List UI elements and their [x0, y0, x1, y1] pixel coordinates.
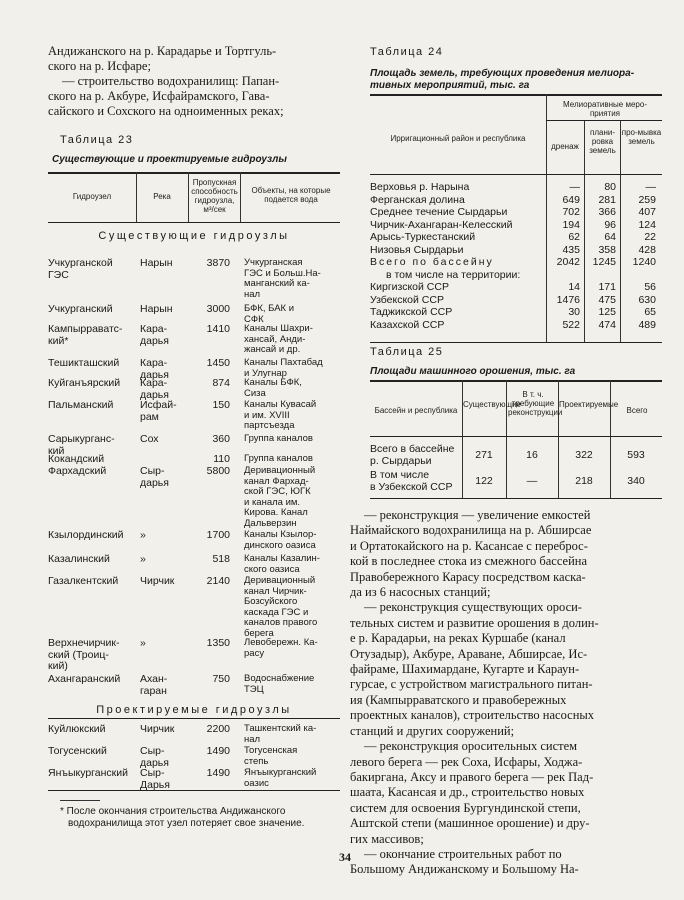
t24-cell-value: 62 — [568, 231, 580, 243]
t23-objects-line: Тогусенская — [244, 745, 298, 756]
table25-title: Площади машинного орошения, тыс. га — [370, 366, 576, 377]
t23-name-line: Верхнечирчик- — [48, 637, 120, 649]
t24-cell-value: 366 — [598, 206, 616, 218]
t23-objects-line: Каналы Пахтабад — [244, 357, 323, 368]
t23-name-line: Сарыкурганс- — [48, 433, 115, 445]
right-body-text — [350, 508, 654, 878]
t23-section-existing: Существующие гидроузлы — [98, 230, 290, 242]
t25-cell-value: 593 — [627, 449, 645, 461]
t24-cell-value: 1240 — [632, 256, 656, 268]
t23-river-line: Сыр- — [140, 767, 165, 779]
intro-line: — строительство водохранилищ: Папан- — [62, 74, 280, 88]
t23-objects-line: каналов правого — [244, 617, 318, 628]
t23-header-river: Река — [153, 192, 171, 201]
t23-cell-objects — [244, 400, 340, 432]
t23-name-line: кий) — [48, 660, 68, 672]
t23-objects-line: Группа каналов — [244, 433, 313, 444]
t25-header-existing: Существующие — [463, 400, 521, 409]
t23-river-line: дарья — [140, 334, 169, 347]
t23-objects-line: Каналы Кувасай — [244, 399, 317, 410]
t23-name-line: Куйлюкский — [48, 723, 106, 735]
t23-river-line: дарья — [140, 756, 169, 769]
t23-header-objects: Объекты, на которые подается вода — [251, 186, 331, 204]
t23-cell-name — [48, 304, 134, 316]
t23-river-line: Кара- — [140, 357, 168, 369]
t23-name-line: кий* — [48, 334, 69, 347]
t23-objects-line: Деривационный — [244, 465, 316, 476]
t24-row-label: Таджикской ССР — [370, 306, 453, 318]
t23-cell-river — [140, 258, 188, 270]
t23-name-line: Казалинский — [48, 553, 110, 565]
t23-name-line: Кзылординский — [48, 529, 124, 541]
intro-line: ского на р. Акбуре, Исфайрамского, Гава- — [48, 89, 270, 103]
body-text-line: Правобережного Карасу посредством каска- — [350, 569, 586, 584]
t25-header-basin: Бассейн и республика — [374, 406, 458, 415]
t23-cell-objects — [244, 746, 340, 767]
t24-row-label: Всего по бассейну — [370, 256, 494, 268]
t24-cell-value: 281 — [598, 193, 616, 206]
t23-river-line: Кара- — [140, 377, 168, 389]
t23-objects-line: Кирова. Канал — [244, 507, 308, 518]
table24 — [370, 94, 662, 344]
body-text-line: — реконструкция оросительных систем — [364, 739, 578, 754]
t23-river-line: рам — [140, 410, 159, 423]
t23-cell-capacity: 360 — [212, 433, 230, 445]
t23-cell-name — [48, 378, 134, 390]
body-text-line: да из 6 насосных станций; — [350, 585, 491, 600]
t23-cell-objects — [244, 258, 340, 300]
t23-cell-capacity: 518 — [212, 553, 230, 565]
t25-cell-value: 322 — [575, 449, 593, 461]
body-text-line: Большому Андижанскому и Большому На- — [350, 862, 579, 877]
t23-objects-line: берега — [244, 627, 274, 639]
t23-objects-line: Группа каналов — [244, 453, 313, 464]
t24-cell-value: 30 — [568, 306, 580, 318]
t25-cell-value: 218 — [575, 475, 593, 487]
t23-objects-line: жансай и др. — [244, 344, 301, 355]
body-text-line: — реконструкция — увеличение емкостей — [364, 508, 591, 522]
t24-cell-value: 428 — [638, 243, 656, 256]
t23-river-line: Чирчик — [140, 723, 175, 735]
t24-row-label: Арысь-Туркестанский — [370, 231, 476, 243]
t23-cell-name — [48, 724, 134, 736]
body-text-line: кой в последнее стока из смежного бассейна — [350, 554, 588, 569]
body-text-line: и Ортатокайского на р. Касансае с переброс- — [350, 538, 588, 553]
left-intro — [48, 44, 338, 119]
t23-cell-name — [48, 466, 134, 478]
t23-name-line: Янъыкурганский — [48, 767, 128, 779]
t24-cell-value: 14 — [568, 281, 580, 293]
t23-cell-objects — [244, 724, 340, 745]
t25-row-label — [370, 444, 462, 467]
t23-cell-objects — [244, 304, 340, 325]
t25-cell-value: 122 — [475, 475, 493, 487]
t23-river-line: Кара- — [140, 323, 168, 335]
t24-header-washing: про-мывка земель — [621, 128, 662, 146]
t24-cell-value: 56 — [644, 281, 656, 293]
t24-row-label: Низовья Сырдарьи — [370, 243, 464, 256]
t23-cell-objects — [244, 378, 340, 399]
t24-row-label: Чирчик-Ахангаран-Келесский — [370, 218, 513, 231]
t24-row-label: Узбекской ССР — [370, 293, 444, 306]
t23-cell-river — [140, 576, 188, 588]
t23-cell-objects — [244, 530, 340, 551]
t24-row-label: Киргизской ССР — [370, 281, 449, 293]
t23-name-line: Газалкентский — [48, 575, 119, 587]
t23-objects-line: оазис — [244, 777, 269, 789]
table24-title-line: Площадь земель, требующих проведения мелиора- — [370, 68, 635, 79]
t25-header-total: Всего — [626, 406, 648, 415]
t23-objects-line: Ташкентский ка- — [244, 723, 317, 734]
body-text-line: бакиргана, Аксу и правого берега — рек Пад- — [350, 769, 594, 784]
t23-name-line: Учкурганской — [48, 257, 113, 269]
t23-river-line: Сыр- — [140, 465, 165, 477]
t23-cell-objects — [244, 324, 340, 356]
body-text-line: Отузадыр), Акбуре, Араване, Абширсае, Ис- — [350, 646, 588, 661]
t24-row-label: Ферганская долина — [370, 193, 465, 206]
t23-objects-line: и им. XVIII — [244, 409, 290, 421]
t23-objects-line: хансай, Анди- — [244, 333, 306, 345]
t23-cell-objects — [244, 434, 340, 445]
t23-objects-line: Бозсуйского — [244, 596, 298, 607]
t23-objects-line: Каналы Шахри- — [244, 323, 313, 334]
t23-cell-river — [140, 400, 188, 423]
t23-cell-capacity: 874 — [212, 377, 230, 389]
t23-objects-line: нал — [244, 288, 261, 300]
t23-name-line: ский (Троиц- — [48, 648, 109, 661]
t23-cell-river — [140, 724, 188, 736]
t23-river-line: Сох — [140, 433, 159, 445]
t24-cell-value: 475 — [598, 293, 616, 306]
t23-cell-objects — [244, 358, 340, 379]
t24-cell-value: 407 — [638, 206, 656, 218]
t23-name-line: кий — [48, 444, 65, 457]
t23-river-line: » — [140, 637, 146, 649]
t25-cell-value: 340 — [627, 475, 645, 487]
t24-row-label: Верховья р. Нарына — [370, 181, 470, 193]
t23-objects-line: динского оазиса — [244, 539, 316, 551]
t24-cell-value: — — [645, 181, 656, 193]
t24-cell-value: 1476 — [556, 293, 580, 306]
body-text-line: шаата, Касансая и др., строительство новых — [350, 785, 585, 800]
t23-river-line: гаран — [140, 684, 167, 697]
t23-cell-river — [140, 638, 188, 650]
body-text-line: — реконструкция существующих ороси- — [364, 600, 582, 615]
t23-objects-line: расу — [244, 647, 265, 659]
body-text-line: гих массивов; — [350, 831, 424, 846]
t23-objects-line: каскада ГЭС и — [244, 606, 309, 618]
body-text-line: проектных каналов), строительство насосных — [350, 708, 595, 723]
t23-cell-name — [48, 768, 134, 780]
t23-cell-river — [140, 378, 188, 401]
t23-cell-objects — [244, 638, 340, 659]
t23-cell-river — [140, 304, 188, 316]
t23-cell-river — [140, 530, 188, 542]
t23-objects-line: канал Чирчик- — [244, 585, 307, 597]
t24-cell-value: 474 — [598, 318, 616, 331]
t23-name-line: Фархадский — [48, 465, 107, 477]
t24-cell-value: 489 — [638, 318, 656, 331]
t23-cell-capacity: 1700 — [206, 529, 230, 541]
t23-river-line: дарья — [140, 368, 169, 381]
t23-name-line: Куйганъярский — [48, 377, 121, 389]
t24-header-group: Мелиоративные меро-приятия — [563, 100, 647, 118]
t23-name-line: ГЭС — [48, 268, 69, 281]
t25-cell-value: 16 — [526, 449, 538, 461]
t23-objects-line: и канала им. — [244, 496, 301, 508]
table25-caption: Таблица 25 — [370, 346, 444, 358]
page-number: 34 — [339, 850, 351, 864]
t23-cell-objects — [244, 576, 340, 639]
t23-cell-name — [48, 554, 134, 566]
t24-cell-value: 80 — [604, 181, 616, 193]
t23-cell-name — [48, 358, 134, 370]
t24-cell-value: 522 — [562, 318, 580, 331]
t23-name-line: Кокандский — [48, 453, 105, 465]
t23-cell-objects — [244, 554, 340, 575]
table23-title: Существующие и проектируемые гидроузлы — [52, 154, 287, 165]
t24-cell-value: — — [569, 181, 580, 193]
t23-cell-name — [48, 576, 134, 588]
t23-cell-name — [48, 324, 134, 347]
t23-cell-capacity: 3870 — [206, 257, 230, 269]
table24-title — [370, 68, 660, 92]
t23-cell-capacity: 1450 — [206, 357, 230, 369]
body-text-line: Аштской степи (машинное орошение) и дру- — [350, 816, 590, 831]
t24-header-leveling: плани-ровка земель — [589, 128, 616, 155]
t23-cell-capacity: 110 — [213, 453, 230, 465]
t23-name-line: Кампырраватс- — [48, 323, 123, 335]
t23-cell-capacity: 3000 — [206, 303, 230, 315]
t25-label-line: Всего в бассейне — [370, 443, 455, 455]
t23-river-line: » — [140, 553, 146, 565]
table24-title-line: тивных мероприятий, тыс. га — [370, 80, 530, 91]
table24-caption: Таблица 24 — [370, 46, 444, 58]
t23-name-line: Ахангаранский — [48, 673, 121, 685]
t23-cell-objects — [244, 768, 340, 789]
t23-cell-capacity: 5800 — [206, 465, 230, 477]
table23-caption: Таблица 23 — [60, 134, 134, 146]
t23-cell-capacity: 1490 — [206, 745, 230, 757]
t23-objects-line: Деривационный — [244, 575, 316, 586]
t23-objects-line: нал — [244, 733, 261, 745]
body-text-line: станций и других сооружений; — [350, 723, 515, 738]
t23-objects-line: Водоснабжение — [244, 673, 315, 684]
t23-river-line: Сыр- — [140, 745, 165, 757]
t23-cell-capacity: 750 — [212, 673, 230, 685]
body-text-line: Наймайского водохранилища на р. Абширсае — [350, 523, 592, 538]
t23-river-line: Нарын — [140, 257, 173, 269]
t23-header-node: Гидроузел — [72, 192, 112, 201]
t23-cell-name — [48, 258, 134, 281]
t23-cell-capacity: 1490 — [206, 767, 230, 779]
t24-cell-value: 125 — [598, 306, 616, 318]
t23-cell-name — [48, 674, 134, 686]
t23-objects-line: Каналы Казалин- — [244, 553, 320, 564]
t23-river-line: дарья — [140, 388, 169, 401]
footnote-line: * После окончания строительства Андижанского — [60, 806, 286, 817]
t23-cell-capacity: 2140 — [206, 575, 230, 587]
t23-cell-name — [48, 454, 134, 466]
t23-objects-line: Сиза — [244, 387, 266, 399]
t23-objects-line: ГЭС и Больш.На- — [244, 267, 321, 279]
t24-cell-value: 649 — [562, 193, 580, 206]
t23-cell-objects — [244, 466, 340, 529]
t23-objects-line: ской ГЭС, ЮГК — [244, 486, 311, 497]
t23-cell-name — [48, 400, 134, 412]
t25-label-line: р. Сырдарьи — [370, 454, 432, 467]
body-text-line: е р. Карадарьи, на реках Куршабе (канал — [350, 631, 566, 646]
t24-header-region: Ирригационный район и республика — [390, 134, 526, 143]
intro-line: Андижанского на р. Карадарье и Тортгуль- — [48, 44, 277, 58]
t25-header-reconstruction: В т. ч. требующие реконструкции — [508, 390, 563, 417]
t23-section-planned: Проектируемые гидроузлы — [96, 704, 292, 716]
t23-cell-capacity: 150 — [212, 399, 230, 411]
t23-objects-line: манганский ка- — [244, 278, 310, 289]
t24-cell-value: 2042 — [556, 256, 580, 268]
body-text-line: систем для освоения Бургундинской степи, — [350, 800, 581, 815]
t23-name-line: Пальманский — [48, 399, 114, 411]
t23-objects-line: БФК, БАК и — [244, 303, 295, 314]
t23-river-line: Ахан- — [140, 673, 168, 685]
t23-objects-line: и Улугнар — [244, 367, 287, 379]
t23-cell-capacity: 2200 — [206, 723, 230, 735]
t25-label-line: в Узбекской ССР — [370, 480, 453, 493]
body-text-line: файраме, Шахимардане, Кугарте и Караун- — [350, 662, 580, 677]
t24-cell-value: 702 — [562, 206, 580, 218]
t24-cell-value: 194 — [562, 218, 580, 231]
t24-row-label: Казахской ССР — [370, 318, 445, 331]
t23-river-line: Дарья — [140, 778, 170, 791]
t23-cell-river — [140, 674, 188, 697]
t23-river-line: Исфай- — [140, 399, 177, 411]
t23-cell-river — [140, 466, 188, 489]
body-text-line: ия (Кампырраватского и правобережных — [350, 692, 567, 707]
t24-header-drainage: дренаж — [551, 142, 579, 151]
body-text-line: левого берега — рек Соха, Исфары, Ходжа- — [350, 754, 583, 769]
t23-cell-name — [48, 746, 134, 758]
t23-objects-line: Каналы БФК, — [244, 377, 302, 388]
t23-cell-river — [140, 434, 188, 446]
t25-header-planned: Проектируемые — [559, 400, 619, 409]
t24-cell-value: 22 — [644, 231, 656, 243]
intro-line: ского на р. Исфаре; — [48, 59, 151, 73]
t23-objects-line: Каналы Кзылор- — [244, 529, 317, 540]
body-text-line: — окончание строительных работ по — [364, 846, 562, 861]
t24-row-label: в том числе на территории: — [386, 268, 521, 281]
t23-objects-line: СФК — [244, 313, 264, 325]
t23-cell-name — [48, 638, 134, 673]
t23-cell-objects — [244, 674, 340, 695]
t24-cell-value: 96 — [604, 218, 616, 231]
t23-cell-name — [48, 530, 134, 542]
table23-footnote — [60, 806, 345, 830]
t23-name-line: Тогусенский — [48, 745, 107, 757]
t24-cell-value: 65 — [644, 306, 656, 318]
t23-header-capacity: Пропускная способность гидроузла, м³/сек — [191, 178, 238, 214]
t23-objects-line: Дальверзин — [244, 517, 297, 529]
t24-cell-value: 171 — [598, 281, 616, 293]
footnote-line: водохранилища этот узел потеряет свое значение. — [68, 818, 305, 829]
t23-objects-line: Учкурганская — [244, 257, 303, 268]
table23 — [48, 172, 340, 792]
t24-cell-value: 435 — [562, 243, 580, 256]
body-text-line: тельных систем и развитие орошения в долин- — [350, 615, 599, 630]
t23-river-line: дарья — [140, 476, 169, 489]
t23-objects-line: степь — [244, 755, 269, 767]
t23-objects-line: канал Фархад- — [244, 475, 309, 487]
t23-objects-line: Янъыкурганский — [244, 767, 317, 778]
t23-objects-line: ского оазиса — [244, 563, 300, 575]
body-text-line: гурсае, с устройством магистрального питан- — [350, 677, 593, 692]
t23-river-line: Нарын — [140, 303, 173, 315]
t24-cell-value: 630 — [638, 293, 656, 306]
t23-objects-line: ТЭЦ — [244, 683, 264, 695]
t23-name-line: Тешикташский — [48, 357, 120, 369]
t24-cell-value: 1245 — [592, 256, 616, 268]
t23-name-line: Учкурганский — [48, 303, 113, 315]
t25-cell-value: — — [526, 475, 538, 487]
t23-cell-river — [140, 554, 188, 566]
t23-cell-river — [140, 324, 188, 347]
table25 — [370, 380, 662, 500]
t25-row-label — [370, 470, 462, 493]
t25-label-line: В том числе — [370, 469, 430, 481]
t23-objects-line: партсъезда — [244, 420, 295, 431]
intro-line: сайского и Сохского на одноименных реках; — [48, 104, 284, 118]
t23-river-line: Чирчик — [140, 575, 175, 587]
t25-cell-value: 271 — [475, 449, 493, 461]
t23-river-line: » — [140, 529, 146, 541]
t23-cell-river — [140, 746, 188, 769]
t23-cell-river — [140, 768, 188, 791]
t24-cell-value: 64 — [604, 231, 616, 243]
t23-cell-capacity: 1350 — [206, 637, 230, 649]
t23-cell-capacity: 1410 — [206, 323, 230, 335]
t24-cell-value: 124 — [638, 218, 656, 231]
t23-cell-objects — [244, 454, 340, 465]
t24-row-label: Среднее течение Сырдарьи — [370, 206, 508, 218]
t23-objects-line: Левобережн. Ка- — [244, 637, 318, 648]
t24-cell-value: 259 — [638, 193, 656, 206]
t24-cell-value: 358 — [598, 243, 616, 256]
